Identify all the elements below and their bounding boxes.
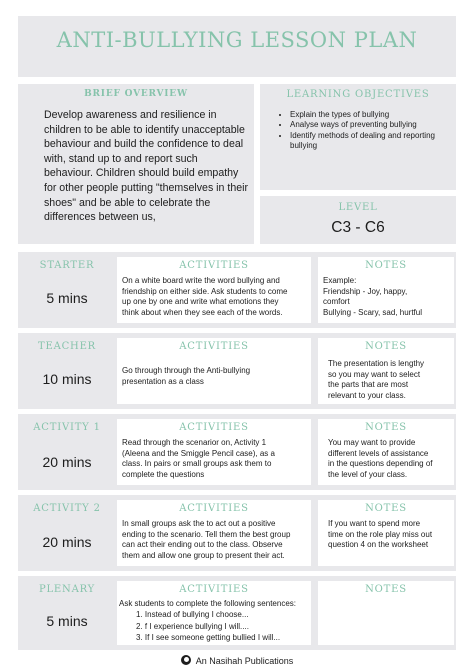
overview-line: behaviour. Children should build empathy	[44, 167, 239, 180]
note-line: in the questions depending of	[328, 459, 433, 469]
objectives-heading: LEARNING OBJECTIVES	[286, 89, 430, 100]
objective-item: • Explain the types of bullying	[290, 110, 440, 120]
note-line: different levels of assistance	[328, 448, 429, 458]
note-line: the level of your class.	[328, 469, 408, 479]
objective-item: • Analyse ways of preventing bullying	[290, 120, 440, 130]
overview-line: for other people putting "themselves in their	[44, 181, 248, 194]
sentence-item: 2. f I experience bullying I will....	[136, 621, 249, 631]
activity-line: In small groups ask the to act out a positive	[122, 519, 276, 528]
note-line: Example:	[323, 276, 357, 285]
notes-heading: NOTES	[365, 422, 407, 433]
overview-line: shoes" and be able to celebrate the	[44, 196, 211, 209]
note-line: comfort	[323, 297, 350, 307]
activities-text	[122, 438, 312, 480]
sentence-list	[136, 609, 310, 644]
note-line: the parts that are most	[328, 380, 409, 390]
objectives-list	[276, 110, 440, 152]
overview-line: with, stand up to and report such	[44, 152, 198, 165]
activity-line: friendship on either side. Ask students to come	[122, 286, 288, 296]
section-name: ACTIVITY 2	[33, 503, 101, 514]
activity-line: ending to the scenario. Tell them the best group	[122, 529, 291, 539]
overview-line: behaviour and build the confidence to deal	[44, 138, 244, 151]
notes-text	[323, 276, 453, 318]
activity-line: Read through the scenarior on, Activity 1	[122, 438, 267, 447]
overview-line: Develop awareness and resilience in	[44, 109, 217, 121]
activity-line: On a white board write the word bullying and	[122, 276, 280, 285]
activities-text	[122, 366, 312, 387]
activity-line: (Aleena and the Smiggle Pencil case), as a	[122, 448, 275, 458]
section-time: 5 mins	[46, 613, 88, 629]
notes-heading: NOTES	[365, 341, 407, 352]
activity-line: presentation as a class	[122, 376, 204, 386]
objective-item: • Identify methods of dealing and reporting bullying	[290, 131, 440, 152]
notes-heading: NOTES	[365, 503, 407, 514]
note-line: Friendship - Joy, happy,	[323, 286, 408, 296]
sentence-item: 3. If I see someone getting bullied I will...	[136, 633, 281, 643]
notes-heading: NOTES	[365, 584, 407, 595]
note-line: so you may want to select	[328, 369, 421, 379]
plenary-intro: Ask students to complete the following sentences:	[119, 599, 296, 608]
note-line: You may want to provide	[328, 438, 416, 447]
note-line: time on the role play miss out	[328, 529, 433, 539]
activities-text	[122, 276, 312, 318]
overview-line: children to be able to identify unacceptable	[44, 123, 245, 136]
section-name: PLENARY	[38, 584, 96, 595]
notes-text	[328, 519, 452, 551]
activities-heading: ACTIVITIES	[179, 341, 249, 352]
activity-line: class. In pairs or small groups ask them to	[122, 459, 272, 469]
section-name: STARTER	[39, 260, 95, 271]
note-line: If you want to spend more	[328, 519, 421, 528]
section-name: TEACHER	[38, 341, 96, 352]
activity-line: up one by one and write what emotions they	[122, 297, 279, 307]
footer	[0, 655, 474, 666]
activity-line: Go through through the Anti-bullying	[122, 366, 251, 375]
section-time: 10 mins	[42, 371, 92, 387]
note-line: relevant to your class.	[328, 390, 406, 400]
level-value: C3 - C6	[331, 219, 385, 236]
sentence-item: 1. Instead of bullying I choose...	[136, 610, 249, 619]
activities-heading: ACTIVITIES	[179, 260, 249, 271]
activities-text	[122, 519, 312, 561]
activity-line: them and allow one group to present their act.	[122, 550, 285, 560]
note-line: The presentation is lengthy	[328, 359, 425, 368]
section-name: ACTIVITY 1	[33, 422, 101, 433]
overview-text	[44, 108, 254, 225]
note-line: question 4 on the worksheet	[328, 540, 429, 550]
activities-heading: ACTIVITIES	[179, 584, 249, 595]
activity-line: think about when they see each of the words.	[122, 307, 283, 317]
level-heading: LEVEL	[338, 202, 378, 213]
notes-heading: NOTES	[365, 260, 407, 271]
section-time: 5 mins	[46, 290, 88, 306]
notes-text	[328, 438, 452, 480]
page-title: ANTI-BULLYING LESSON PLAN	[56, 28, 418, 52]
circle-logo-icon	[181, 655, 191, 665]
activity-line: complete the questions	[122, 469, 205, 479]
note-line: Bullying - Scary, sad, hurtful	[323, 307, 423, 317]
section-time: 20 mins	[42, 534, 92, 550]
activity-line: can act their ending out to the class. Observe	[122, 540, 283, 550]
activities-heading: ACTIVITIES	[179, 422, 249, 433]
overview-line: differences between us,	[44, 211, 156, 224]
overview-heading: BRIEF OVERVIEW	[84, 89, 188, 99]
activities-heading: ACTIVITIES	[179, 503, 249, 514]
section-time: 20 mins	[42, 454, 92, 470]
publisher-name: An Nasihah Publications	[195, 656, 294, 666]
notes-text	[328, 359, 452, 401]
